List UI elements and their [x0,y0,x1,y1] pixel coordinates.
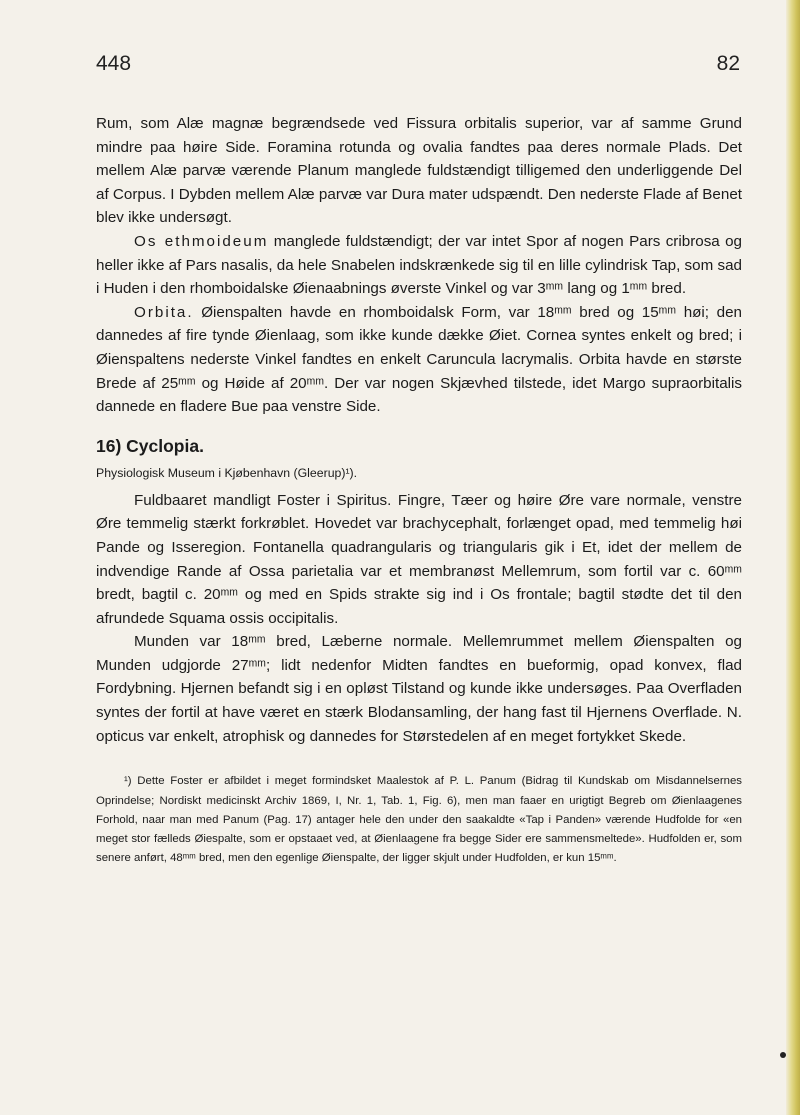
source-line: Physiologisk Museum i Kjøbenhavn (Gleerup)¹). [96,465,358,480]
paragraph-orbita [96,301,742,419]
footnotes [96,772,742,868]
ink-dot [780,1052,786,1058]
paragraph-mouth-brain: Munden var 18ᵐᵐ bred, Læberne normale. Mellemrummet mellem Øienspalten og Munden udgjorde 27ᵐᵐ; lidt nedenfor Midten fandtes en bueformig, opad konvex, flad Fordybning. Hjernen befandt sig i en opløst Tilstand og kunde ikke undersøges. Paa Overfladen syntes der fortil at have været en stærk Blodansamling, der hang fast til Hjernens Overflade. N. opticus var enkelt, atrophisk og dannedes for Størstedelen af en meget fortykket Skede. [96,633,742,745]
page-header [96,52,740,82]
paragraph-os-ethmoideum [96,230,742,301]
paragraph-sphenoid-continued: Rum, som Alæ magnæ begrændsede ved Fissura orbitalis superior, var af samme Grund mindre paa høire Side. Foramina rotunda og ovalia fandtes paa deres normale Plads. Det mellem Alæ parvæ værende Planum manglede fuldstændigt tilligemed den underliggende Del af Corpus. I Dybden mellem Alæ parvæ var Dura mater udspændt. Den nederste Flade af Benet blev ikke undersøgt. [96,115,742,227]
page-number-right: 82 [716,52,740,75]
paragraph-description: Fuldbaaret mandligt Foster i Spiritus. Fingre, Tæer og høire Øre vare normale, venstre Øre temmelig stærkt forkrøblet. Hovedet var brachycephalt, forlænget opad, med temmelig høi Pande og Isseregion. Fontanella quadrangularis og triangularis gik i Et, idet der mellem de indvendige Rande af Ossa parietalia var et membranøst Mellemrum, som fortil var c. 60ᵐᵐ bredt, bagtil c. 20ᵐᵐ og med en Spids strakte sig ind i Os frontale; bagtil stødte det til den afrundede Squama ossis occipitalis. [96,491,742,627]
page-body [96,112,742,869]
page-edge-discoloration [786,0,800,1115]
term-os-ethmoideum: Os ethmoideum [134,232,269,250]
footnote-1: ¹) Dette Foster er afbildet i meget formindsket Maalestok af P. L. Panum (Bidrag til Kundskab om Misdannelsernes Oprindelse; Nordiskt medicinskt Archiv 1869, I, Nr. 1, Tab. 1, Fig. 6), men man faaer en urigtigt Begreb om Øienlaagenes Forhold, naar man med Panum (Pag. 17) antager hele den under den saakaldte «Tap i Panden» værende Hudfolde for «en meget stor fælleds Øiespalte, som er opstaaet ved, at Øienlaagene fra begge Sider ere sammensmeltede». Hudfolden er, som senere anført, 48ᵐᵐ bred, men den egenlige Øienspalte, der ligger skjult under Hudfolden, er kun 15ᵐᵐ. [96,775,742,865]
page-number-left: 448 [96,52,132,75]
section-title: 16) Cyclopia. [96,435,204,456]
paragraph-os-ethmoideum-text: manglede fuldstændigt; der var intet Spor af nogen Pars cribrosa og heller ikke af Pars nasalis, da hele Snabelen indskrænkede sig til en lille cylindrisk Tap, som sad i Huden i den rhomboidalske Øienaabnings øverste Vinkel og var 3ᵐᵐ lang og 1ᵐᵐ bred. [96,232,742,298]
term-orbita: Orbita. [134,303,194,321]
paragraph-orbita-text: Øienspalten havde en rhomboidalsk Form, var 18ᵐᵐ bred og 15ᵐᵐ høi; den dannedes af fire tynde Øienlaag, som ikke kunde dække Øiet. Cornea syntes enkelt og bred; i Øienspaltens nederste Vinkel fandtes en enkelt Caruncula lacrymalis. Orbita havde en største Brede af 25ᵐᵐ og Høide af 20ᵐᵐ. Der var nogen Skjævhed tilstede, idet Margo supraorbitalis dannede en fladere Bue paa venstre Side. [96,303,742,416]
